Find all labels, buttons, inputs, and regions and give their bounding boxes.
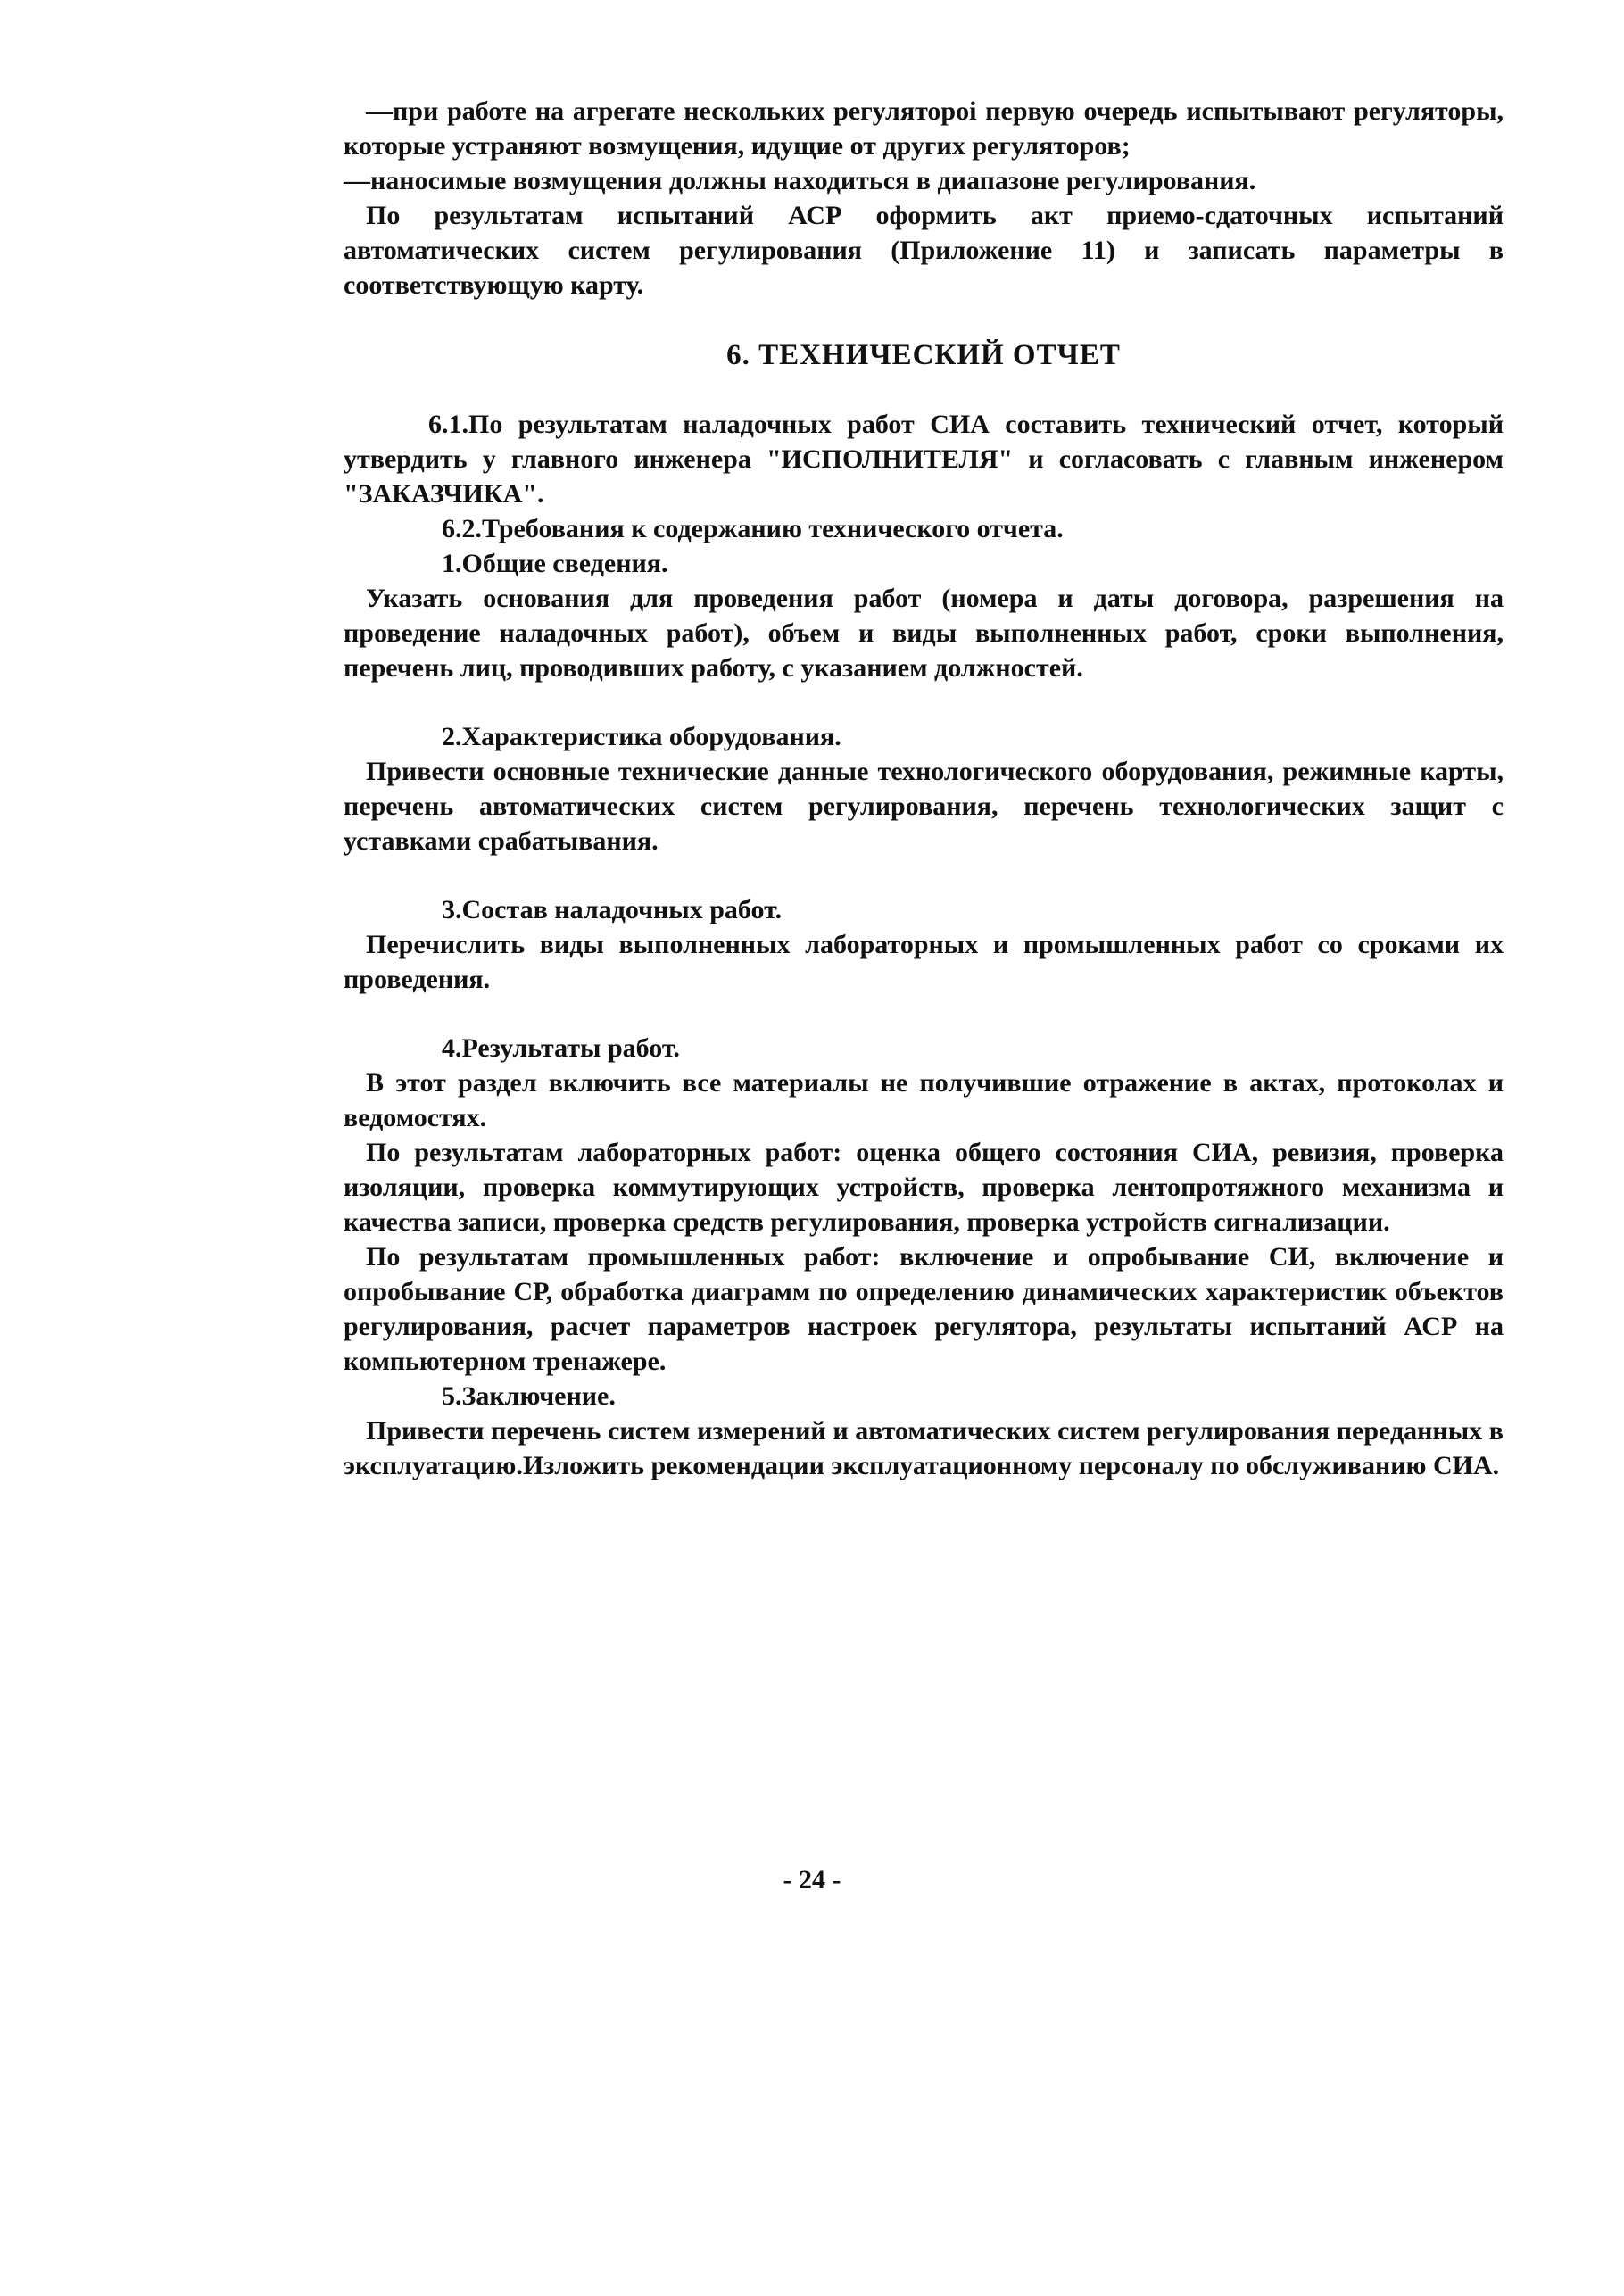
page-content (344, 94, 1504, 1483)
item-4-text-3: По результатам промышленных работ: включение и опробывание СИ, включение и опробывание СР, обработка диаграмм по определению динамических характеристик объектов регулирования, расчет параметров настроек регулятора, результаты испытаний АСР на компьютерном тренажере. (344, 1242, 1504, 1376)
item-4-text-1: В этот раздел включить все материалы не получившие отражение в актах, протоколах и ведомостях. (344, 1068, 1504, 1132)
item-4-title: 4.Результаты работ. (442, 1033, 680, 1063)
item-2-title: 2.Характеристика оборудования. (442, 722, 841, 751)
item-3-text: Перечислить виды выполненных лабораторных и промышленных работ со сроками их проведения. (344, 930, 1504, 994)
item-1-title: 1.Общие сведения. (442, 549, 668, 578)
intro-paragraph-3: По результатам испытаний АСР оформить акт приемо-сдаточных испытаний автоматических систем регулирования (Приложение 11) и записать параметры в соответствующую карту. (344, 201, 1504, 300)
item-5-text: Привести перечень систем измерений и автоматических систем регулирования переданных в эксплуатацию.Изложить рекомендации эксплуатационному персоналу по обслуживанию СИА. (344, 1416, 1504, 1480)
item-4-text-2: По результатам лабораторных работ: оценка общего состояния СИА, ревизия, проверка изоляции, проверка коммутирующих устройств, проверка лентопротяжного механизма и качества записи, проверка средств регулирования, проверка устройств сигнализации. (344, 1138, 1504, 1237)
intro-paragraph-1: —при работе на агрегате нескольких регулятороі первую очередь испытывают регуляторы, которые устраняют возмущения, идущие от других регуляторов; (344, 96, 1504, 161)
spacer (344, 858, 1504, 892)
item-3-title: 3.Состав наладочных работ. (442, 895, 783, 924)
paragraph-6-1: 6.1.По результатам наладочных работ СИА составить технический отчет, который утвердить у главного инженера "ИСПОЛНИТЕЛЯ" и согласовать с главным инженером "ЗАКАЗЧИКА". (344, 410, 1504, 509)
intro-paragraph-2: —наносимые возмущения должны находиться в диапазоне регулирования. (344, 166, 1256, 195)
section-heading: 6. ТЕХНИЧЕСКИЙ ОТЧЕТ (726, 339, 1121, 371)
item-2-text: Привести основные технические данные технологического оборудования, режимные карты, перечень автоматических систем регулирования, перечень технологических защит с уставками срабатывания. (344, 757, 1504, 856)
spacer (344, 685, 1504, 719)
spacer (344, 997, 1504, 1031)
item-5-title: 5.Заключение. (442, 1381, 616, 1411)
page-number: - 24 - (783, 1865, 841, 1894)
paragraph-6-2: 6.2.Требования к содержанию технического отчета. (442, 514, 1064, 543)
item-1-text: Указать основания для проведения работ (номера и даты договора, разрешения на проведение наладочных работ), объем и виды выполненных работ, сроки выполнения, перечень лиц, проводивших работу, с указанием должностей. (344, 584, 1504, 683)
